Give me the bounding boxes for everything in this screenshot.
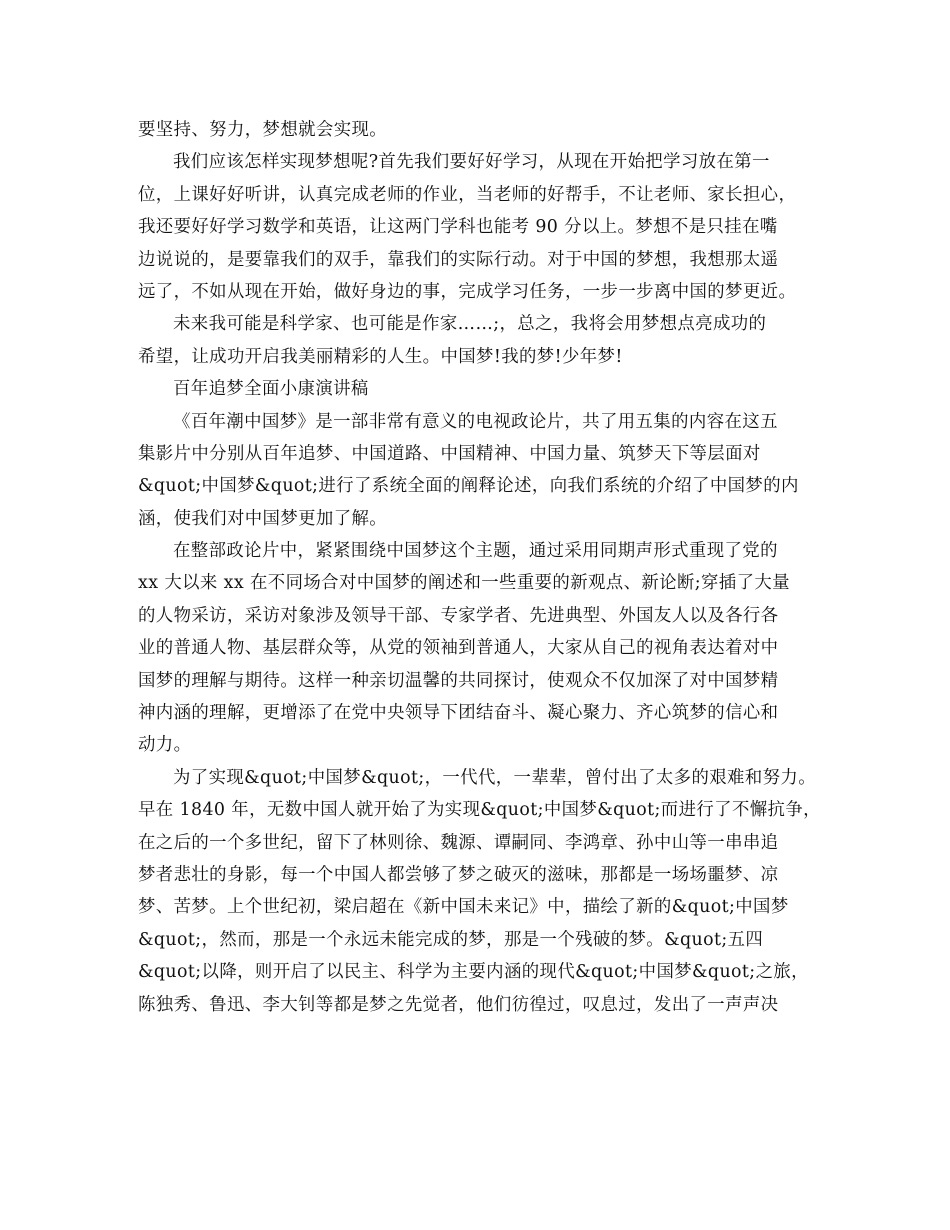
text-line: 在整部政论片中，紧紧围绕中国梦这个主题，通过采用同期声形式重现了党的: [173, 541, 778, 562]
text-line: 百年追梦全面小康演讲稿: [173, 379, 369, 400]
text-line: 早在 1840 年，无数中国人就开始了为实现&quot;中国梦&quot;而进行了不懈抗争，: [138, 800, 821, 821]
text-line: 要坚持、努力，梦想就会实现。: [138, 120, 388, 140]
text-line: 梦、苦梦。上个世纪初，梁启超在《新中国未来记》中，描绘了新的&quot;中国梦: [138, 897, 789, 918]
text-line: 业的普通人物、基层群众等，从党的领袖到普通人，大家从自己的视角表达着对中: [138, 638, 779, 659]
text-line: 梦者悲壮的身影，每一个中国人都尝够了梦之破灭的滋味，那都是一场场噩梦、凉: [138, 864, 779, 885]
text-line: 为了实现&quot;中国梦&quot;，一代代，一辈辈，曾付出了太多的艰难和努力。: [173, 767, 816, 788]
text-line: 《百年潮中国梦》是一部非常有意义的电视政论片，共了用五集的内容在这五: [173, 411, 778, 432]
text-line: &quot;中国梦&quot;进行了系统全面的阐释论述，向我们系统的介绍了中国梦的内: [138, 476, 799, 497]
text-line: 的人物采访，采访对象涉及领导干部、专家学者、先进典型、外国友人以及各行各: [138, 605, 779, 626]
text-line: 在之后的一个多世纪，留下了林则徐、魏源、谭嗣同、李鸿章、孙中山等一串串追: [138, 832, 779, 853]
text-line: 神内涵的理解，更增添了在党中央领导下团结奋斗、凝心聚力、齐心筑梦的信心和: [138, 703, 779, 724]
text-line: 位，上课好好听讲，认真完成老师的作业，当老师的好帮手，不让老师、家长担心，: [138, 184, 797, 205]
text-line: xx 大以来 xx 在不同场合对中国梦的阐述和一些重要的新观点、新论断;穿插了大量: [138, 573, 790, 594]
text-line: &quot;，然而，那是一个永远未能完成的梦，那是一个残破的梦。&quot;五四: [138, 929, 764, 950]
text-line: 远了，不如从现在开始，做好身边的事，完成学习任务，一步一步离中国的梦更近。: [138, 281, 797, 302]
text-line: 未来我可能是科学家、也可能是作家……;，总之，我将会用梦想点亮成功的: [173, 314, 767, 335]
text-line: 我还要好好学习数学和英语，让这两门学科也能考 90 分以上。梦想不是只挂在嘴: [138, 217, 778, 238]
text-line: 陈独秀、鲁迅、李大钊等都是梦之先觉者，他们彷徨过，叹息过，发出了一声声决: [138, 994, 779, 1015]
text-line: 我们应该怎样实现梦想呢?首先我们要好好学习，从现在开始把学习放在第一: [173, 152, 770, 173]
text-line: 涵，使我们对中国梦更加了解。: [138, 508, 388, 529]
text-line: 动力。: [138, 735, 192, 756]
text-line: &quot;以降，则开启了以民主、科学为主要内涵的现代&quot;中国梦&quot;之旅，: [138, 962, 809, 983]
text-line: 集影片中分别从百年追梦、中国道路、中国精神、中国力量、筑梦天下等层面对: [138, 443, 761, 464]
text-line: 边说说的，是要靠我们的双手，靠我们的实际行动。对于中国的梦想，我想那太遥: [138, 249, 779, 270]
document-body: [138, 114, 821, 1021]
text-line: 国梦的理解与期待。这样一种亲切温馨的共同探讨，使观众不仅加深了对中国梦精: [138, 670, 779, 691]
text-line: 希望，让成功开启我美丽精彩的人生。中国梦!我的梦!少年梦!: [138, 346, 623, 367]
